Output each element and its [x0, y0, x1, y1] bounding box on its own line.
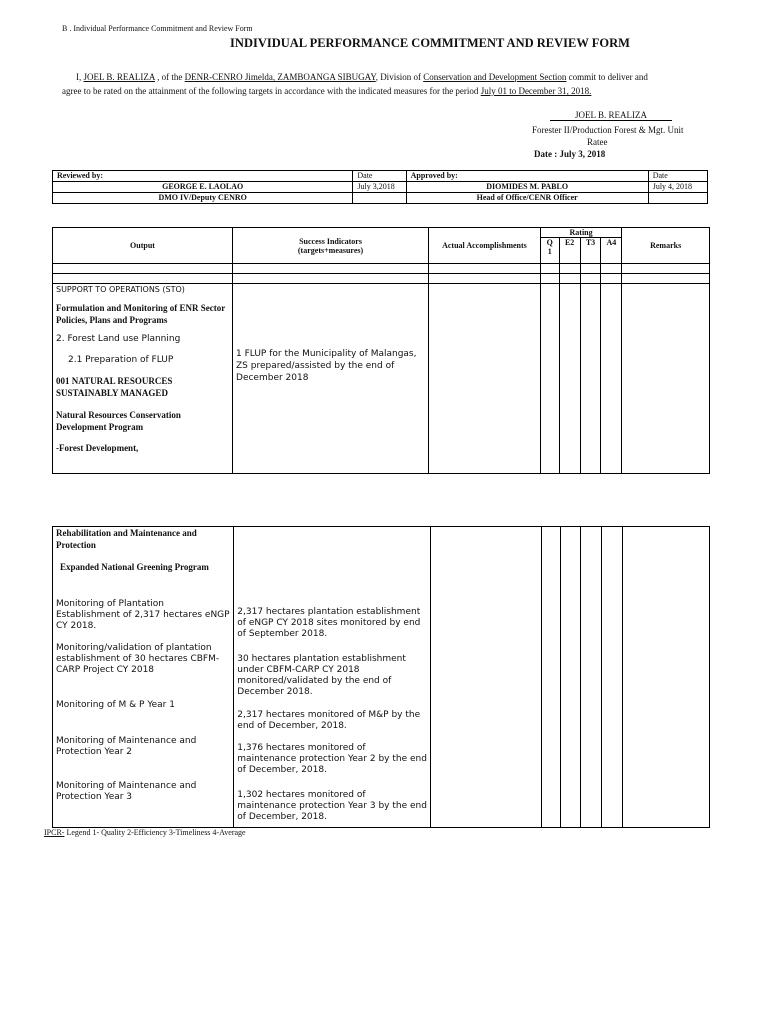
date-label: Date [353, 171, 406, 182]
ratee-name: JOEL B. REALIZA [550, 110, 672, 121]
ratee-role: Ratee [587, 137, 608, 147]
header-rating: Rating [540, 228, 621, 238]
indicator-row-5: 1,302 hectares monitored of maintenance protection Year 3 by the end of December, 2018. [237, 790, 427, 822]
employee-name: JOEL B. REALIZA [83, 72, 155, 82]
output-row-4: Monitoring of Maintenance and Protection Year 2 [56, 736, 197, 757]
nrcdp-heading: Natural Resources Conservation Development Program [56, 410, 181, 432]
block1-output [53, 284, 233, 474]
indicator-row-2: 30 hectares plantation establishment under CBFM-CARP CY 2018 monitored/validated by the end of December 2018. [237, 654, 406, 697]
block1-indicator: 1 FLUP for the Municipality of Malangas, ZS prepared/assisted by the end of December 2018 [233, 284, 429, 474]
header-q: Q 1 [540, 238, 559, 264]
reviewer-date: July 3,2018 [353, 182, 406, 193]
period: July 01 to December 31, 2018. [480, 86, 592, 96]
header-a4: A4 [601, 238, 622, 264]
block2-output [53, 527, 234, 828]
division-name: Conservation and Development Section [423, 72, 567, 82]
output-row-1: Monitoring of Plantation Establishment of 2,317 hectares eNGP CY 2018. [56, 599, 230, 631]
nr-heading: 001 NATURAL RESOURCES SUSTAINABLY MANAGED [56, 376, 173, 398]
ratee-date: Date : July 3, 2018 [534, 149, 606, 159]
rehab-heading: Rehabilitation and Maintenance and Protection [56, 528, 197, 550]
office-name: DENR-CENRO Jimelda, ZAMBOANGA SIBUGAY [184, 72, 376, 82]
indicator-row-3: 2,317 hectares monitored of M&P by the end of December, 2018. [237, 710, 421, 731]
ipcr-table-part2 [52, 526, 710, 828]
reviewer-name: GEORGE E. LAOLAO [53, 182, 353, 193]
engp-heading: Expanded National Greening Program [60, 562, 209, 572]
header-e2: E2 [559, 238, 580, 264]
output-row-3: Monitoring of M & P Year 1 [56, 700, 175, 710]
approver-date: July 4, 2018 [648, 182, 707, 193]
legend: IPCR- Legend 1- Quality 2-Efficiency 3-Timeliness 4-Average [44, 828, 246, 837]
forest-development-heading: -Forest Development, [56, 443, 139, 453]
date-label-2: Date [648, 171, 707, 182]
approved-by-label: Approved by: [406, 171, 648, 182]
flup-item: 2. Forest Land use Planning [56, 334, 181, 344]
block2-indicators [234, 527, 431, 828]
review-approval-table [52, 170, 708, 204]
flup-prep-item: 2.1 Preparation of FLUP [68, 355, 174, 365]
reviewed-by-label: Reviewed by: [53, 171, 353, 182]
header-success-indicators: Success Indicators (targets+measures) [233, 228, 429, 264]
ratee-position: Forester II/Production Forest & Mgt. Unit [532, 125, 684, 135]
intro-paragraph: I, JOEL B. REALIZA , of the DENR-CENRO Jimelda, ZAMBOANGA SIBUGAY, Division of Conservation and Development Section commit to deliver and agree to be rated on the attainment of the following targets in accordance with the indicated measures for the period July 01 to December 31, 2018. [62, 72, 648, 96]
header-output: Output [53, 228, 233, 264]
section-label: B . Individual Performance Commitment and Review Form [62, 24, 253, 33]
header-remarks: Remarks [622, 228, 710, 264]
indicator-row-4: 1,376 hectares monitored of maintenance protection Year 2 by the end of December, 2018. [237, 743, 427, 775]
indicator-row-1: 2,317 hectares plantation establishment of eNGP CY 2018 sites monitored by end of September 2018. [237, 607, 421, 639]
formulation-heading: Formulation and Monitoring of ENR Sector Policies, Plans and Programs [56, 303, 226, 325]
approver-position: Head of Office/CENR Officer [406, 193, 648, 204]
sto-label: SUPPORT TO OPERATIONS (STO) [56, 285, 185, 294]
ipcr-table-part1 [52, 227, 710, 474]
output-row-5: Monitoring of Maintenance and Protection Year 3 [56, 781, 197, 802]
reviewer-position: DMO IV/Deputy CENRO [53, 193, 353, 204]
header-t3: T3 [580, 238, 601, 264]
page-title: INDIVIDUAL PERFORMANCE COMMITMENT AND REVIEW FORM [230, 36, 630, 50]
output-row-2: Monitoring/validation of plantation establishment of 30 hectares CBFM-CARP Project CY 2018 [56, 643, 220, 675]
header-actual-accomplishments: Actual Accomplishments [429, 228, 541, 264]
approver-name: DIOMIDES M. PABLO [406, 182, 648, 193]
